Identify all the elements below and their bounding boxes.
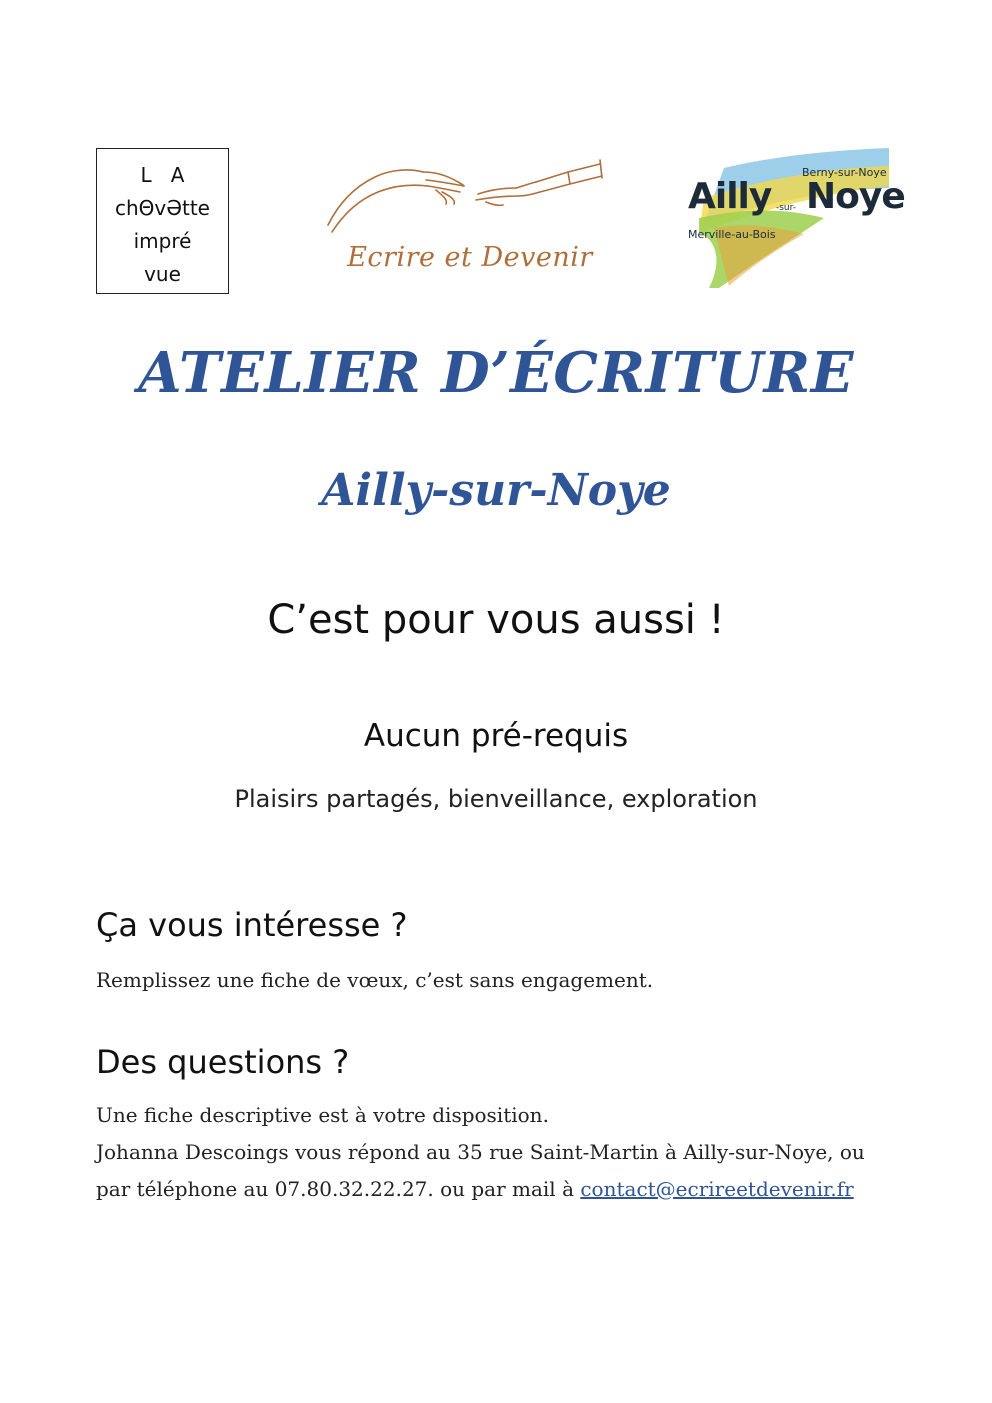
interest-heading: Ça vous intéresse ? (96, 906, 408, 944)
ecrire-logo-caption: Ecrire et Devenir (347, 242, 593, 273)
hands-icon (318, 150, 608, 240)
interest-text: Remplissez une fiche de vœux, c’est sans engagement. (96, 968, 654, 992)
ailly-logo-name-2: Noye (806, 176, 905, 217)
tagline: C’est pour vous aussi ! (267, 597, 725, 643)
ecrire-et-devenir-logo (318, 150, 608, 285)
values-text: Plaisirs partagés, bienveillance, exploration (234, 785, 758, 813)
questions-line-3-text: par téléphone au 07.80.32.22.27. ou par mail à (96, 1177, 581, 1201)
chouette-logo-line-3: impré (133, 229, 192, 253)
chouette-logo-line-2: chΘvƏtte (115, 196, 210, 220)
questions-line-3 (96, 1171, 906, 1208)
chouette-logo-line-1: L A (140, 163, 185, 187)
ailly-logo-top-label: Berny-sur-Noye (802, 166, 887, 179)
questions-line-1: Une fiche descriptive est à votre disposition. (96, 1103, 549, 1127)
questions-body (96, 1097, 906, 1208)
ailly-logo-name-1: Ailly (688, 176, 772, 217)
page-title: ATELIER D’ÉCRITURE (138, 340, 854, 406)
prerequisites-heading: Aucun pré-requis (363, 718, 629, 754)
email-link[interactable]: contact@ecrireetdevenir.fr (580, 1177, 854, 1201)
questions-line-2: Johanna Descoings vous répond au 35 rue Saint-Martin à Ailly-sur-Noye, ou (96, 1140, 865, 1164)
ailly-sur-noye-logo (684, 148, 905, 288)
chouette-logo-line-4: vue (144, 262, 181, 286)
ailly-logo-sur: -sur- (776, 203, 797, 213)
questions-heading: Des questions ? (96, 1043, 350, 1081)
chouette-logo (96, 148, 229, 294)
page-subtitle: Ailly-sur-Noye (321, 465, 671, 516)
ailly-logo-bottom-label: Merville-au-Bois (688, 228, 776, 241)
